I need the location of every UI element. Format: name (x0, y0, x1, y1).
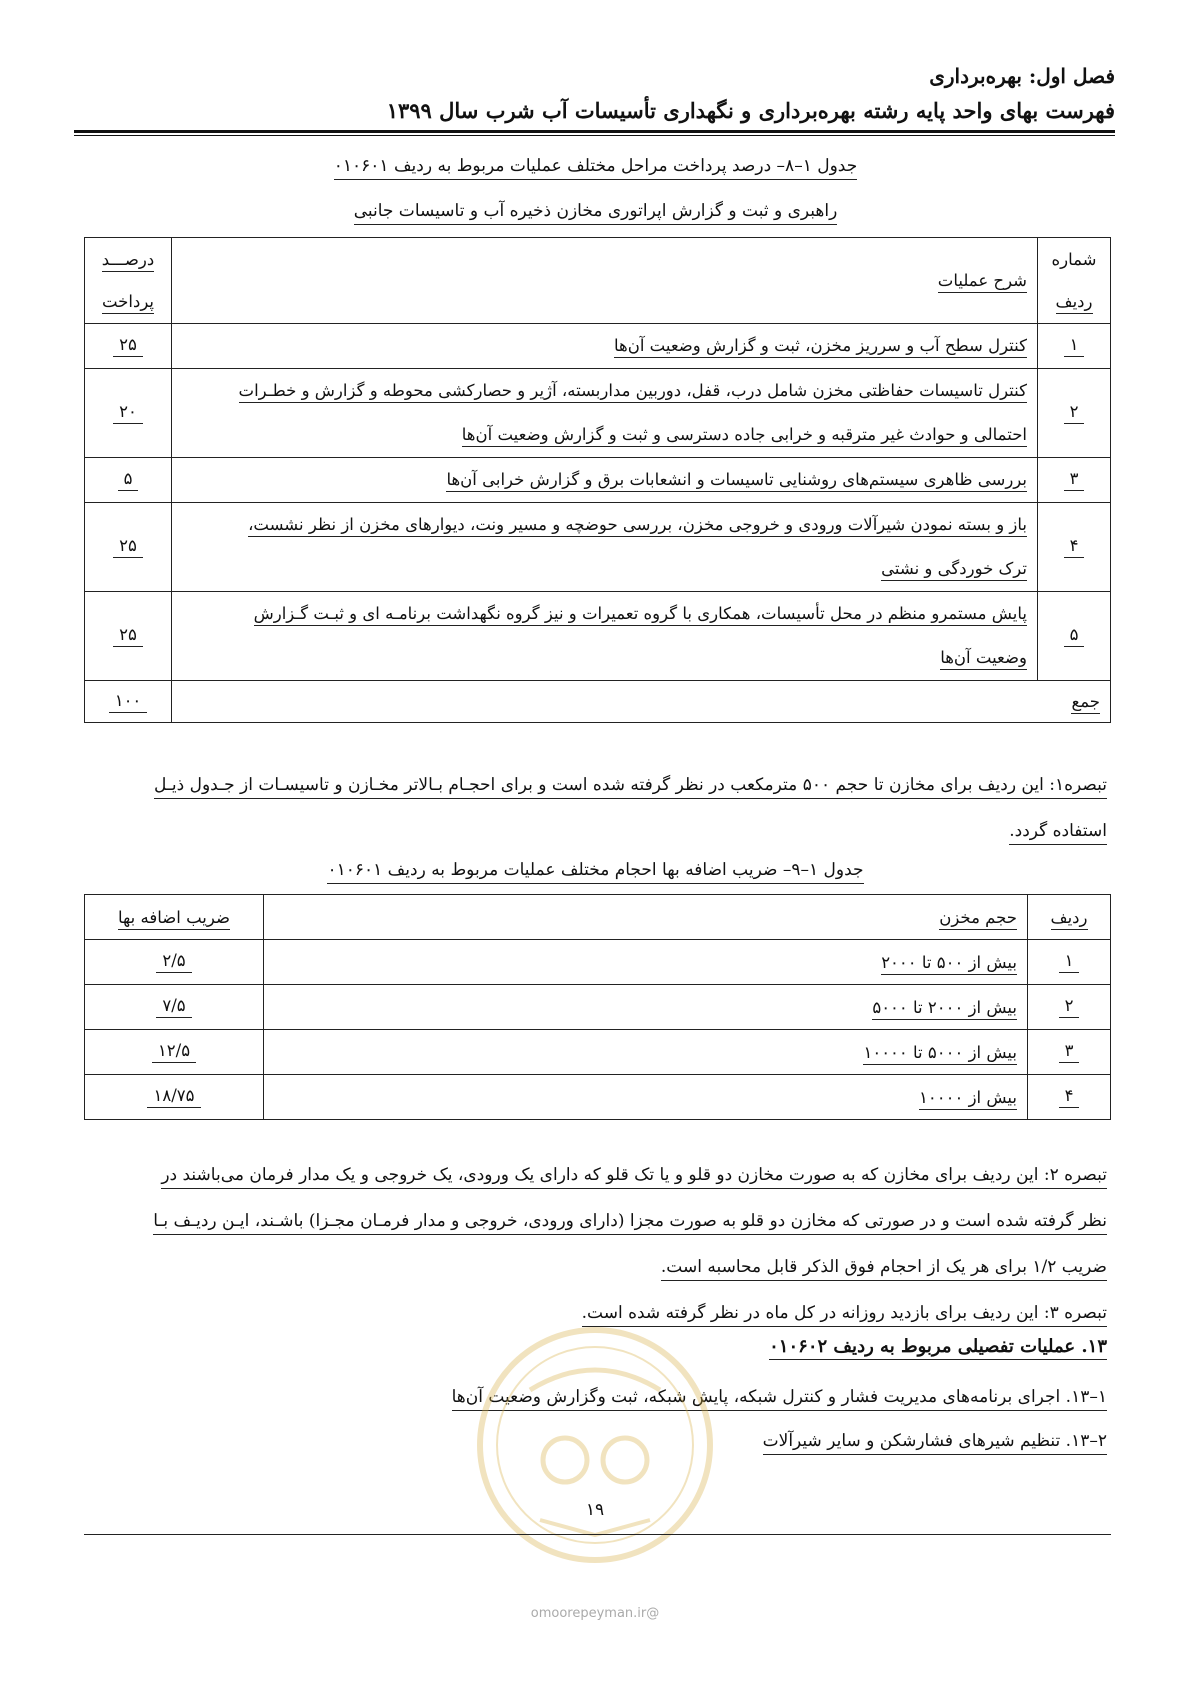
section-13-title: ۱۳. عملیات تفصیلی مربوط به ردیف ۰۱۰۶۰۲ (769, 1336, 1107, 1357)
header-divider-thin (74, 135, 1115, 136)
row-number: ۳ (1059, 1041, 1080, 1063)
table-row (85, 503, 1111, 592)
row-number: ۴ (1064, 536, 1085, 558)
row-description: احتمالی و حوادث غیر مترقبه و خرابی جاده دسترسی و ثبت و گزارش وضعیت آن‌ها (462, 425, 1027, 447)
row-number: ۴ (1059, 1086, 1080, 1108)
header-divider (74, 130, 1115, 133)
page-number: ۱۹ (585, 1500, 605, 1520)
table-row (85, 1030, 1111, 1075)
row-percent: ۲۵ (113, 335, 143, 357)
header-row: ردیف (1051, 908, 1088, 930)
table1-caption: جدول ۱–۸– درصد پرداخت مراحل مختلف عملیات مربوط به ردیف ۰۱۰۶۰۱ (0, 156, 1191, 180)
table1-header-row (85, 238, 1111, 324)
row-description: باز و بسته نمودن شیرآلات ورودی و خروجی مخزن، بررسی حوضچه و مسیر ونت، دیوارهای مخزن از نظر نشست، (248, 515, 1027, 537)
document-title: فهرست بهای واحد پایه رشته بهره‌برداری و نگهداری تأسیسات آب شرب سال ۱۳۹۹ (386, 98, 1115, 123)
watermark-text: @omoorepeyman.ir (530, 1606, 660, 1621)
table1-subcaption: راهبری و ثبت و گزارش اپراتوری مخازن ذخیره آب و تاسیسات جانبی (0, 201, 1191, 225)
row-volume: بیش از ۲۰۰۰ تا ۵۰۰۰ (872, 998, 1017, 1020)
total-label: جمع (1071, 692, 1100, 714)
header-row-number: شماره ردیف (1038, 238, 1111, 324)
table-row (85, 324, 1111, 369)
chapter-title: فصل اول: بهره‌برداری (929, 64, 1115, 88)
row-description: بررسی ظاهری سیستم‌های روشنایی تاسیسات و انشعابات برق و گزارش خرابی آن‌ها (446, 470, 1027, 492)
table2-caption: جدول ۱–۹– ضریب اضافه بها احجام مختلف عملیات مربوط به ردیف ۰۱۰۶۰۱ (0, 860, 1191, 884)
row-number: ۳ (1064, 469, 1085, 491)
header-coefficient: ضریب اضافه بها (118, 908, 230, 930)
header-volume: حجم مخزن (939, 908, 1017, 930)
row-number: ۲ (1064, 402, 1085, 424)
header-payment-percent: درصـــد پرداخت (85, 238, 172, 324)
table-row (85, 985, 1111, 1030)
watermark-logo-icon (470, 1320, 720, 1570)
row-coefficient: ۷/۵ (156, 996, 191, 1018)
row-description: پایش مستمرو منظم در محل تأسیسات، همکاری با گروه تعمیرات و نیز گروه نگهداشت برنامـه ای و ثبـت گـزارش (254, 604, 1027, 626)
row-description: وضعیت آن‌ها (940, 648, 1027, 670)
row-percent: ۲۵ (113, 536, 143, 558)
row-percent: ۲۵ (113, 625, 143, 647)
table-row (85, 940, 1111, 985)
table-row (85, 458, 1111, 503)
row-volume: بیش از ۵۰۰۰ تا ۱۰۰۰۰ (863, 1043, 1017, 1065)
table-row (85, 369, 1111, 458)
row-volume: بیش از ۱۰۰۰۰ (919, 1088, 1017, 1110)
row-percent: ۵ (118, 469, 139, 491)
footer-divider (84, 1534, 1111, 1535)
note-3: تبصره ۳: این ردیف برای بازدید روزانه در کل ماه در نظر گرفته شده است. (80, 1290, 1107, 1336)
row-coefficient: ۱۲/۵ (152, 1041, 196, 1063)
row-volume: بیش از ۵۰۰ تا ۲۰۰۰ (881, 953, 1017, 975)
row-number: ۲ (1059, 996, 1080, 1018)
table2-header-row (85, 895, 1111, 940)
row-number: ۱ (1064, 335, 1085, 357)
header-description: شرح عملیات (172, 238, 1038, 324)
note-1: تبصره۱: این ردیف برای مخازن تا حجم ۵۰۰ مترمکعب در نظر گرفته شده است و برای احجـام بـالاتر مخـازن و تاسیسـات از جـدول ذیـل استفاده گردد. (80, 762, 1107, 854)
total-value: ۱۰۰ (109, 691, 148, 713)
coefficient-table (84, 894, 1111, 1120)
table-row (85, 1075, 1111, 1120)
row-coefficient: ۱۸/۷۵ (147, 1086, 200, 1108)
table-total-row (85, 681, 1111, 723)
row-description: ترک خوردگی و نشتی (881, 559, 1027, 581)
row-description: کنترل تاسیسات حفاظتی مخزن شامل درب، قفل، دوربین مداربسته، آژیر و حصارکشی محوطه و گزارش و خطـرات (239, 381, 1027, 403)
section-13-item-2: ۲–۱۳. تنظیم شیرهای فشارشکن و سایر شیرآلات (80, 1418, 1107, 1464)
row-coefficient: ۲/۵ (156, 951, 191, 973)
row-percent: ۲۰ (113, 402, 143, 424)
payment-percent-table (84, 237, 1111, 723)
row-description: کنترل سطح آب و سرریز مخزن، ثبت و گزارش وضعیت آن‌ها (614, 336, 1027, 358)
row-number: ۱ (1059, 951, 1080, 973)
section-13-item-1: ۱–۱۳. اجرای برنامه‌های مدیریت فشار و کنترل شبکه، پایش شبکه، ثبت وگزارش وضعیت آن‌ها (80, 1374, 1107, 1420)
note-2: تبصره ۲: این ردیف برای مخازن که به صورت مخازن دو قلو و یا تک قلو که دارای یک ورودی، یک خروجی و یک مدار فرمان می‌باشند در نظر گرفته شده است و در صورتی که مخازن دو قلو به صورت مجزا (دارای ورودی، خروجی و مدار فرمـان مجـزا) باشـند، ایـن ردیـف بـا ضریب ۱/۲ برای هر یک از احجام فوق الذکر قابل محاسبه است. (80, 1152, 1107, 1290)
row-number: ۵ (1064, 625, 1085, 647)
table-row (85, 592, 1111, 681)
